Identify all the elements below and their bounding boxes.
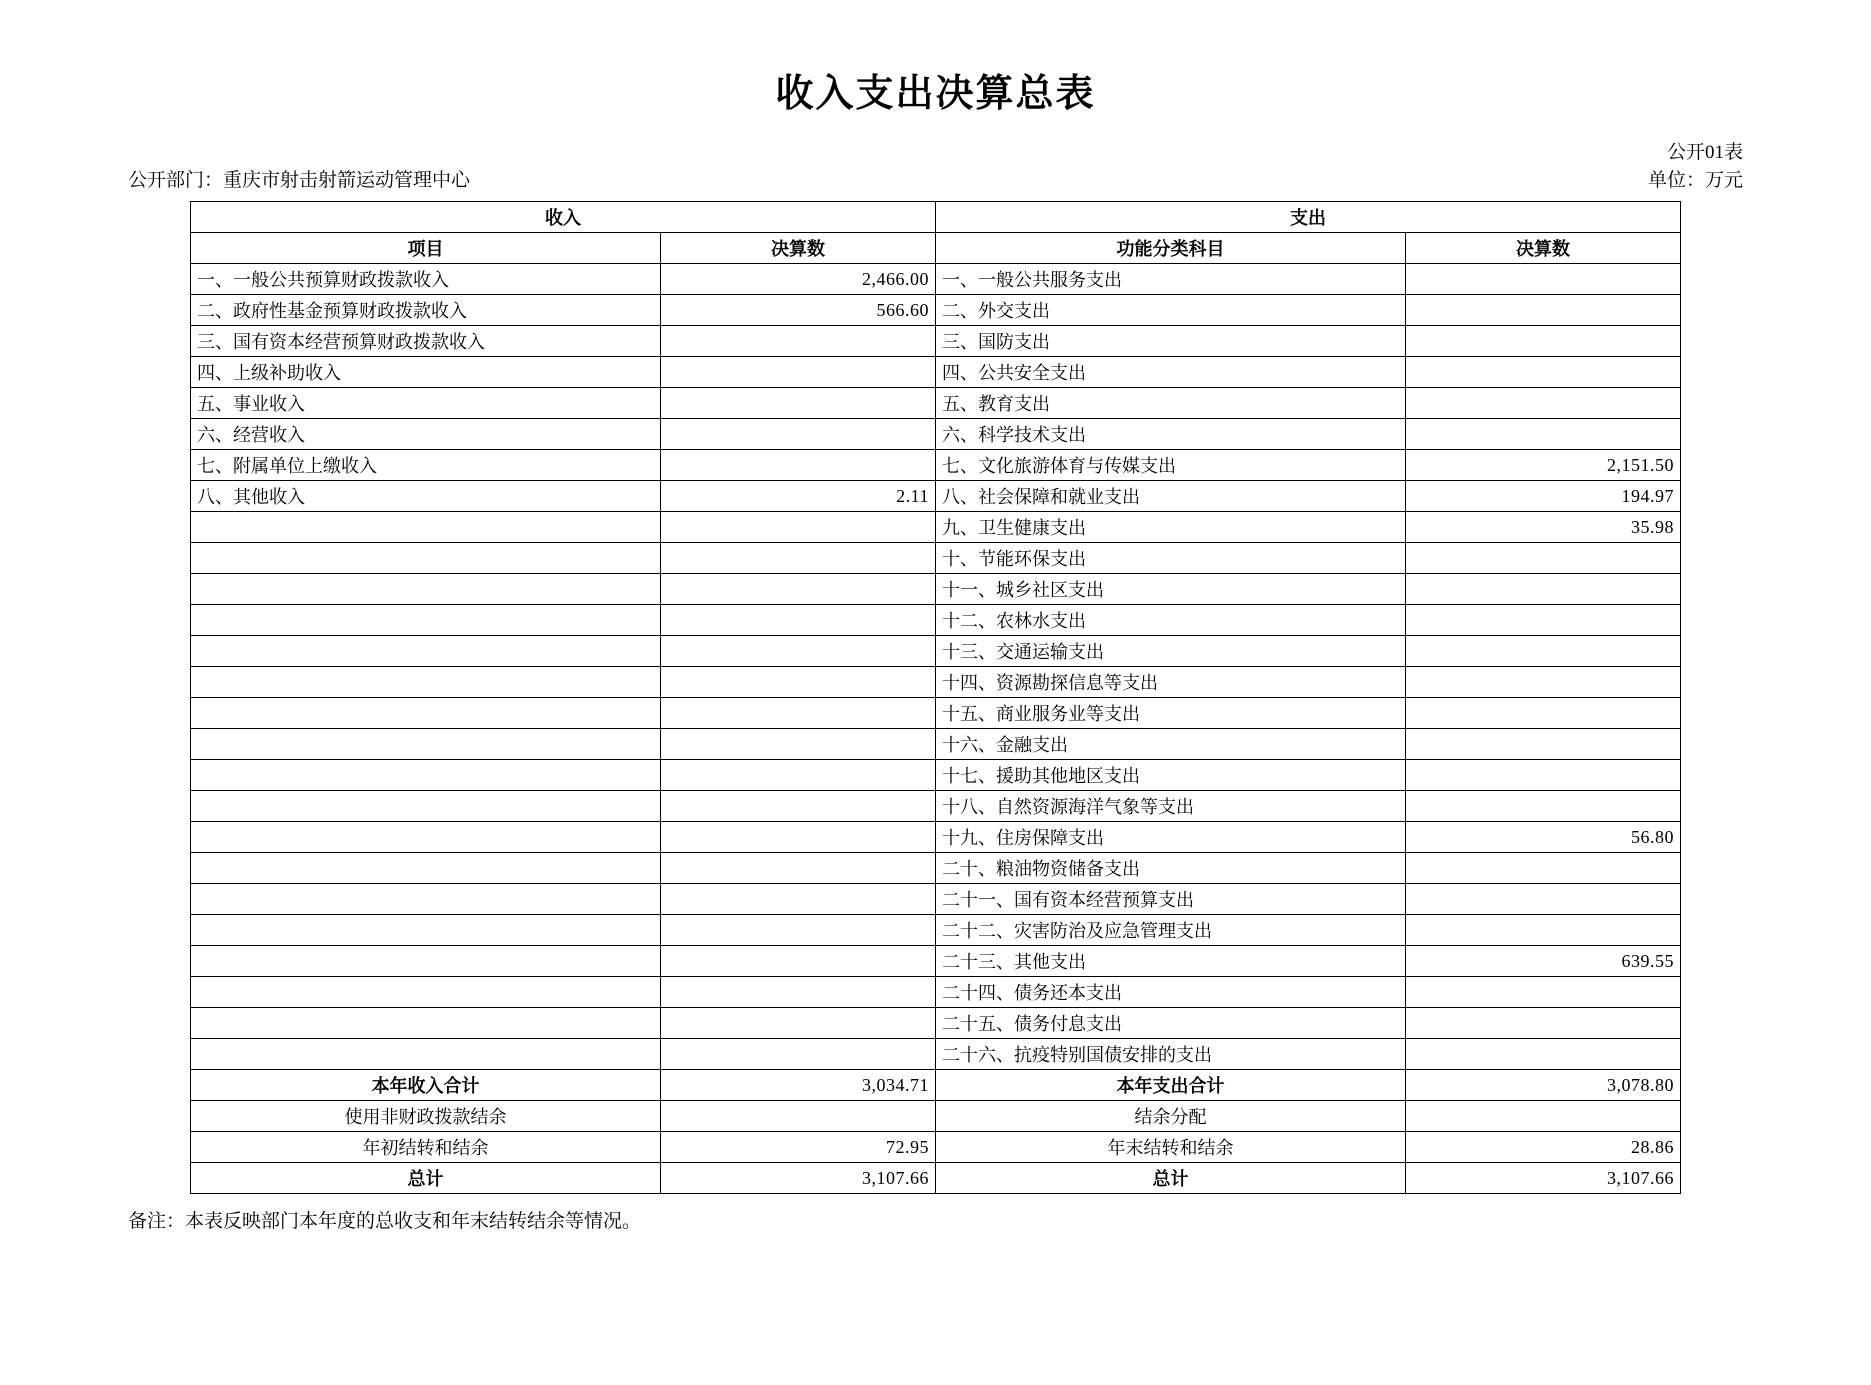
income-summary-label: 总计	[191, 1163, 661, 1194]
income-item-header: 项目	[191, 233, 661, 264]
income-item-cell	[191, 605, 661, 636]
income-amount-cell	[661, 450, 936, 481]
expenditure-amount-cell	[1406, 977, 1681, 1008]
income-item-cell: 三、国有资本经营预算财政拨款收入	[191, 326, 661, 357]
expenditure-amount-cell: 2,151.50	[1406, 450, 1681, 481]
table-row	[191, 450, 1681, 481]
expenditure-item-cell: 八、社会保障和就业支出	[936, 481, 1406, 512]
expenditure-summary-amount: 28.86	[1406, 1132, 1681, 1163]
table-row	[191, 264, 1681, 295]
table-row	[191, 357, 1681, 388]
income-amount-cell	[661, 977, 936, 1008]
income-item-cell	[191, 636, 661, 667]
table-row	[191, 636, 1681, 667]
expenditure-item-cell: 三、国防支出	[936, 326, 1406, 357]
income-amount-cell	[661, 884, 936, 915]
income-item-cell	[191, 667, 661, 698]
table-row	[191, 512, 1681, 543]
income-item-cell	[191, 853, 661, 884]
income-item-cell: 七、附属单位上缴收入	[191, 450, 661, 481]
expenditure-item-cell: 十一、城乡社区支出	[936, 574, 1406, 605]
table-row	[191, 295, 1681, 326]
income-item-cell	[191, 915, 661, 946]
income-amount-cell	[661, 822, 936, 853]
unit-label: 单位：万元	[1647, 170, 1743, 191]
income-group-header: 收入	[191, 202, 936, 233]
expenditure-amount-cell	[1406, 326, 1681, 357]
expenditure-item-cell: 七、文化旅游体育与传媒支出	[936, 450, 1406, 481]
expenditure-amount-cell	[1406, 605, 1681, 636]
income-item-cell: 二、政府性基金预算财政拨款收入	[191, 295, 661, 326]
expenditure-amount-header: 决算数	[1406, 233, 1681, 264]
income-amount-cell	[661, 791, 936, 822]
income-item-cell	[191, 977, 661, 1008]
expenditure-item-cell: 十八、自然资源海洋气象等支出	[936, 791, 1406, 822]
expenditure-amount-cell: 56.80	[1406, 822, 1681, 853]
expenditure-item-cell: 五、教育支出	[936, 388, 1406, 419]
expenditure-summary-amount	[1406, 1101, 1681, 1132]
expenditure-amount-cell	[1406, 884, 1681, 915]
table-row	[191, 388, 1681, 419]
table-column-header-row	[191, 233, 1681, 264]
income-item-cell	[191, 512, 661, 543]
expenditure-amount-cell	[1406, 295, 1681, 326]
income-item-cell	[191, 822, 661, 853]
income-amount-cell: 2.11	[661, 481, 936, 512]
expenditure-amount-cell	[1406, 698, 1681, 729]
expenditure-item-header: 功能分类科目	[936, 233, 1406, 264]
income-item-cell: 八、其他收入	[191, 481, 661, 512]
expenditure-item-cell: 十七、援助其他地区支出	[936, 760, 1406, 791]
income-item-cell	[191, 1008, 661, 1039]
income-item-cell	[191, 1039, 661, 1070]
expenditure-amount-cell	[1406, 667, 1681, 698]
expenditure-amount-cell	[1406, 388, 1681, 419]
income-amount-cell	[661, 636, 936, 667]
income-amount-cell	[661, 605, 936, 636]
department-line: 公开部门：重庆市射击射箭运动管理中心	[128, 170, 471, 191]
expenditure-item-cell: 二十五、债务付息支出	[936, 1008, 1406, 1039]
expenditure-item-cell: 十二、农林水支出	[936, 605, 1406, 636]
income-summary-label: 使用非财政拨款结余	[191, 1101, 661, 1132]
expenditure-amount-cell	[1406, 357, 1681, 388]
income-item-cell	[191, 791, 661, 822]
expenditure-amount-cell	[1406, 543, 1681, 574]
expenditure-item-cell: 十九、住房保障支出	[936, 822, 1406, 853]
expenditure-amount-cell	[1406, 791, 1681, 822]
expenditure-item-cell: 二、外交支出	[936, 295, 1406, 326]
expenditure-amount-cell	[1406, 1008, 1681, 1039]
table-row	[191, 543, 1681, 574]
table-row	[191, 1039, 1681, 1070]
income-item-cell	[191, 760, 661, 791]
table-row	[191, 884, 1681, 915]
income-item-cell	[191, 574, 661, 605]
expenditure-item-cell: 十五、商业服务业等支出	[936, 698, 1406, 729]
expenditure-amount-cell	[1406, 636, 1681, 667]
table-row	[191, 729, 1681, 760]
table-row	[191, 760, 1681, 791]
income-amount-cell	[661, 388, 936, 419]
income-amount-cell	[661, 946, 936, 977]
table-row	[191, 698, 1681, 729]
income-summary-amount	[661, 1101, 936, 1132]
income-amount-cell: 566.60	[661, 295, 936, 326]
table-row	[191, 853, 1681, 884]
income-amount-cell	[661, 543, 936, 574]
document-page	[0, 62, 1871, 1385]
expenditure-item-cell: 二十一、国有资本经营预算支出	[936, 884, 1406, 915]
income-amount-cell	[661, 1039, 936, 1070]
expenditure-summary-label: 结余分配	[936, 1101, 1406, 1132]
income-amount-cell	[661, 512, 936, 543]
income-amount-cell	[661, 667, 936, 698]
expenditure-item-cell: 二十四、债务还本支出	[936, 977, 1406, 1008]
table-summary-row	[191, 1101, 1681, 1132]
table-row	[191, 822, 1681, 853]
income-amount-cell	[661, 419, 936, 450]
budget-table	[190, 201, 1681, 1194]
expenditure-amount-cell	[1406, 574, 1681, 605]
table-row	[191, 915, 1681, 946]
expenditure-item-cell: 十四、资源勘探信息等支出	[936, 667, 1406, 698]
income-amount-cell	[661, 357, 936, 388]
expenditure-amount-cell	[1406, 264, 1681, 295]
expenditure-item-cell: 九、卫生健康支出	[936, 512, 1406, 543]
expenditure-item-cell: 十、节能环保支出	[936, 543, 1406, 574]
expenditure-item-cell: 四、公共安全支出	[936, 357, 1406, 388]
expenditure-amount-cell: 639.55	[1406, 946, 1681, 977]
income-amount-cell	[661, 915, 936, 946]
income-amount-header: 决算数	[661, 233, 936, 264]
income-item-cell: 六、经营收入	[191, 419, 661, 450]
income-amount-cell	[661, 326, 936, 357]
table-row	[191, 419, 1681, 450]
income-amount-cell	[661, 853, 936, 884]
expenditure-amount-cell	[1406, 915, 1681, 946]
expenditure-item-cell: 六、科学技术支出	[936, 419, 1406, 450]
form-number: 公开01表	[1666, 142, 1743, 163]
expenditure-amount-cell	[1406, 729, 1681, 760]
table-row	[191, 605, 1681, 636]
expenditure-summary-label: 年末结转和结余	[936, 1132, 1406, 1163]
expenditure-item-cell: 二十、粮油物资储备支出	[936, 853, 1406, 884]
income-item-cell	[191, 884, 661, 915]
table-group-header-row	[191, 202, 1681, 233]
table-row	[191, 326, 1681, 357]
expenditure-item-cell: 二十三、其他支出	[936, 946, 1406, 977]
page-title: 收入支出决算总表	[775, 71, 1096, 115]
expenditure-summary-label: 本年支出合计	[936, 1070, 1406, 1101]
income-item-cell	[191, 729, 661, 760]
table-summary-row	[191, 1132, 1681, 1163]
table-row	[191, 1008, 1681, 1039]
document-meta	[0, 141, 1871, 195]
table-note: 备注：本表反映部门本年度的总收支和年末结转结余等情况。	[128, 1211, 642, 1232]
expenditure-amount-cell	[1406, 760, 1681, 791]
income-summary-label: 本年收入合计	[191, 1070, 661, 1101]
income-amount-cell	[661, 698, 936, 729]
table-row	[191, 791, 1681, 822]
income-summary-amount: 3,034.71	[661, 1070, 936, 1101]
income-item-cell	[191, 698, 661, 729]
expenditure-amount-cell	[1406, 853, 1681, 884]
income-summary-amount: 72.95	[661, 1132, 936, 1163]
expenditure-item-cell: 一、一般公共服务支出	[936, 264, 1406, 295]
income-amount-cell	[661, 760, 936, 791]
income-item-cell: 五、事业收入	[191, 388, 661, 419]
expenditure-amount-cell	[1406, 419, 1681, 450]
expenditure-amount-cell: 194.97	[1406, 481, 1681, 512]
table-row	[191, 667, 1681, 698]
table-summary-row	[191, 1070, 1681, 1101]
income-item-cell	[191, 946, 661, 977]
income-amount-cell	[661, 574, 936, 605]
expenditure-item-cell: 十六、金融支出	[936, 729, 1406, 760]
expenditure-summary-amount: 3,078.80	[1406, 1070, 1681, 1101]
expenditure-item-cell: 二十二、灾害防治及应急管理支出	[936, 915, 1406, 946]
income-amount-cell	[661, 1008, 936, 1039]
income-summary-amount: 3,107.66	[661, 1163, 936, 1194]
income-amount-cell: 2,466.00	[661, 264, 936, 295]
table-row	[191, 977, 1681, 1008]
table-row	[191, 481, 1681, 512]
income-amount-cell	[661, 729, 936, 760]
income-summary-label: 年初结转和结余	[191, 1132, 661, 1163]
expenditure-amount-cell	[1406, 1039, 1681, 1070]
expenditure-summary-amount: 3,107.66	[1406, 1163, 1681, 1194]
table-summary-row	[191, 1163, 1681, 1194]
income-item-cell: 四、上级补助收入	[191, 357, 661, 388]
expenditure-amount-cell: 35.98	[1406, 512, 1681, 543]
income-item-cell	[191, 543, 661, 574]
expenditure-item-cell: 二十六、抗疫特别国债安排的支出	[936, 1039, 1406, 1070]
expenditure-item-cell: 十三、交通运输支出	[936, 636, 1406, 667]
income-item-cell: 一、一般公共预算财政拨款收入	[191, 264, 661, 295]
expenditure-summary-label: 总计	[936, 1163, 1406, 1194]
expenditure-group-header: 支出	[936, 202, 1681, 233]
table-row	[191, 946, 1681, 977]
table-row	[191, 574, 1681, 605]
